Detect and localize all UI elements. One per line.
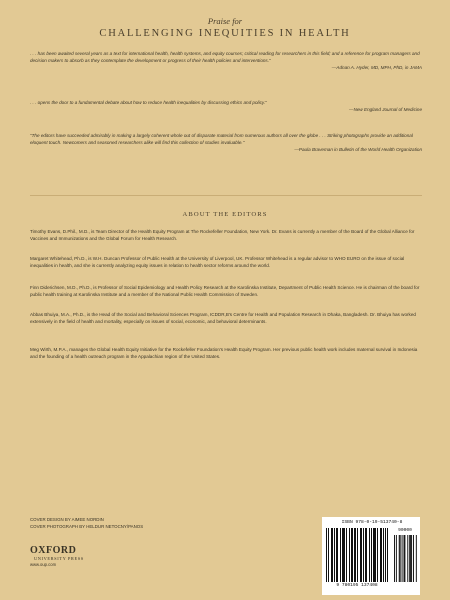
- barcode-bar: [404, 535, 405, 582]
- barcode-bar: [409, 535, 410, 582]
- barcode-panel: [322, 517, 420, 595]
- quote-text: . . . opens the door to a fundamental debate about how to reduce health inequalities by discussing ethics and policy.": [30, 100, 267, 105]
- barcode-bar: [366, 528, 367, 582]
- barcode-bar: [396, 535, 397, 582]
- editor-bio-whitehead: Margaret Whitehead, Ph.D., is W.H. Duncan Professor of Public Health at the University of Liverpool, UK. Professor Whitehead is a regular advisor to WHO EURO on the issue of social inequalities in health, and she is currently analyzing equity issues in relation to health sector reforms around the world.: [30, 256, 405, 269]
- barcode-bar: [337, 528, 338, 582]
- barcode-bar: [342, 528, 343, 582]
- barcode-bar: [346, 528, 347, 582]
- publisher-press: UNIVERSITY PRESS: [34, 556, 84, 561]
- review-quote-1: [30, 50, 422, 72]
- editor-bio-wirth: Meg Wirth, M.P.A., manages the Global Health Equity Initiative for the Rockefeller Foundation's Health Equity Program. Her previous public health work includes maternal survival in Indonesia and the founding of a health outreach program in the Appalachian region of the United States.: [30, 347, 418, 360]
- book-title: CHALLENGING INEQUITIES IN HEALTH: [99, 28, 351, 39]
- barcode-bar: [331, 528, 332, 582]
- barcode-bar: [352, 528, 353, 582]
- editors-heading: ABOUT THE EDITORS: [182, 211, 268, 218]
- praise-for-label: Praise for: [207, 16, 243, 26]
- barcode-bar: [354, 528, 355, 582]
- barcode-bar: [336, 528, 337, 582]
- barcode-bar: [344, 528, 345, 582]
- editor-bio-diderichsen: Finn Diderichsen, M.D., Ph.D., is Professor of Social Epidemiology and Health Policy Research at the Karolinska Institute, Department of Public Health Science. He is chairman of the board for public health training at Karolinska Institute and a member of the National Public Health Commission of Sweden.: [30, 285, 420, 298]
- isbn-text: ISBN 978-0-19-513740-8: [341, 520, 403, 525]
- barcode-bar: [400, 535, 401, 582]
- quote-attribution: —Adnan A. Hyder, MD, MPH, PhD, in JAMA: [331, 65, 422, 71]
- publisher-url: www.oup.com: [30, 562, 57, 567]
- praise-header: [0, 16, 450, 39]
- section-divider: [30, 195, 422, 196]
- editor-bio-bhuiya: Abbas Bhuiya, M.A., Ph.D., is the Head of the Social and Behavioral Sciences Program, ICDDR,B's Centre for Health and Population Research in Dhaka, Bangladesh. Dr. Bhuiya has worked extensively in the field of health and mortality, especially on issues of social, economic, and behavioral determinants.: [30, 312, 416, 325]
- barcode-bar: [371, 528, 372, 582]
- barcode-bar: [357, 528, 358, 582]
- barcode-bar: [349, 528, 350, 582]
- barcode-bar: [394, 535, 395, 582]
- barcode-bar: [402, 535, 403, 582]
- barcode-bar: [360, 528, 361, 582]
- barcode-bar: [375, 528, 376, 582]
- barcode-bar: [365, 528, 366, 582]
- cover-photo-credit: COVER PHOTOGRAPH BY HELDUR NETOCNY/PANOS: [30, 524, 144, 529]
- barcode-bar: [416, 535, 417, 582]
- barcode-bar: [326, 528, 327, 582]
- review-quote-2: [30, 99, 422, 113]
- editor-bio-evans: Timothy Evans, D.Phil., M.D., is Team Director of the Health Equity Program at The Rockefeller Foundation, New York. Dr. Evans is currently a member of the Board of the Global Alliance for Vaccines and Immunizations and the Global Forum for Health Research.: [30, 229, 415, 242]
- review-quote-3: [30, 132, 422, 154]
- barcode-bar: [383, 528, 384, 582]
- barcode-bar: [369, 528, 370, 582]
- barcode-bar: [385, 528, 386, 582]
- barcode-price-code: 90000: [398, 528, 412, 533]
- barcode-bar: [334, 528, 335, 582]
- publisher-logo: [30, 545, 90, 567]
- quote-attribution: —New England Journal of Medicine: [348, 107, 422, 113]
- barcode-bar: [355, 528, 356, 582]
- quote-text: "The editors have succeeded admirably in making a largely coherent whole out of disparate material from numerous authors all over the globe . . . Striking photographs provide an additional eloquent touch. Newcomers and seasoned researchers alike will find this collection of studies invaluable.": [30, 133, 413, 146]
- barcode-bar: [399, 535, 400, 582]
- barcode-bar: [363, 528, 364, 582]
- barcode-bar: [374, 528, 375, 582]
- cover-design-credit: COVER DESIGN BY AIMEE NORDIN: [30, 517, 104, 522]
- barcode-bar: [361, 528, 362, 582]
- barcode-bar: [377, 528, 378, 582]
- quote-attribution: —Paula Braveman in Bulletin of the World Health Organization: [294, 147, 422, 153]
- publisher-name: OXFORD: [30, 545, 77, 556]
- barcode-bar: [340, 528, 341, 582]
- barcode-bar: [328, 528, 329, 582]
- barcode-bar: [410, 535, 411, 582]
- barcode-number: 9 780195 137408: [336, 583, 378, 588]
- barcode-bar: [332, 528, 333, 582]
- cover-credits: [30, 516, 143, 530]
- barcode-bar: [373, 528, 374, 582]
- barcode-bar: [351, 528, 352, 582]
- quote-text: . . . has been awaited several years as a text for international health, health systems, and equity courses; critical reading for researchers in this field; and a reference for program managers and decision makers to absorb as they contemplate the development or progress of their health policies and interventions.": [30, 51, 420, 64]
- barcode-bar: [411, 535, 412, 582]
- barcode-bar: [404, 535, 405, 582]
- barcode-bar: [407, 535, 408, 582]
- barcode-bar: [413, 535, 414, 582]
- barcode-bar: [381, 528, 382, 582]
- barcode-bar: [380, 528, 381, 582]
- barcode-bar: [387, 528, 388, 582]
- barcode-bar: [343, 528, 344, 582]
